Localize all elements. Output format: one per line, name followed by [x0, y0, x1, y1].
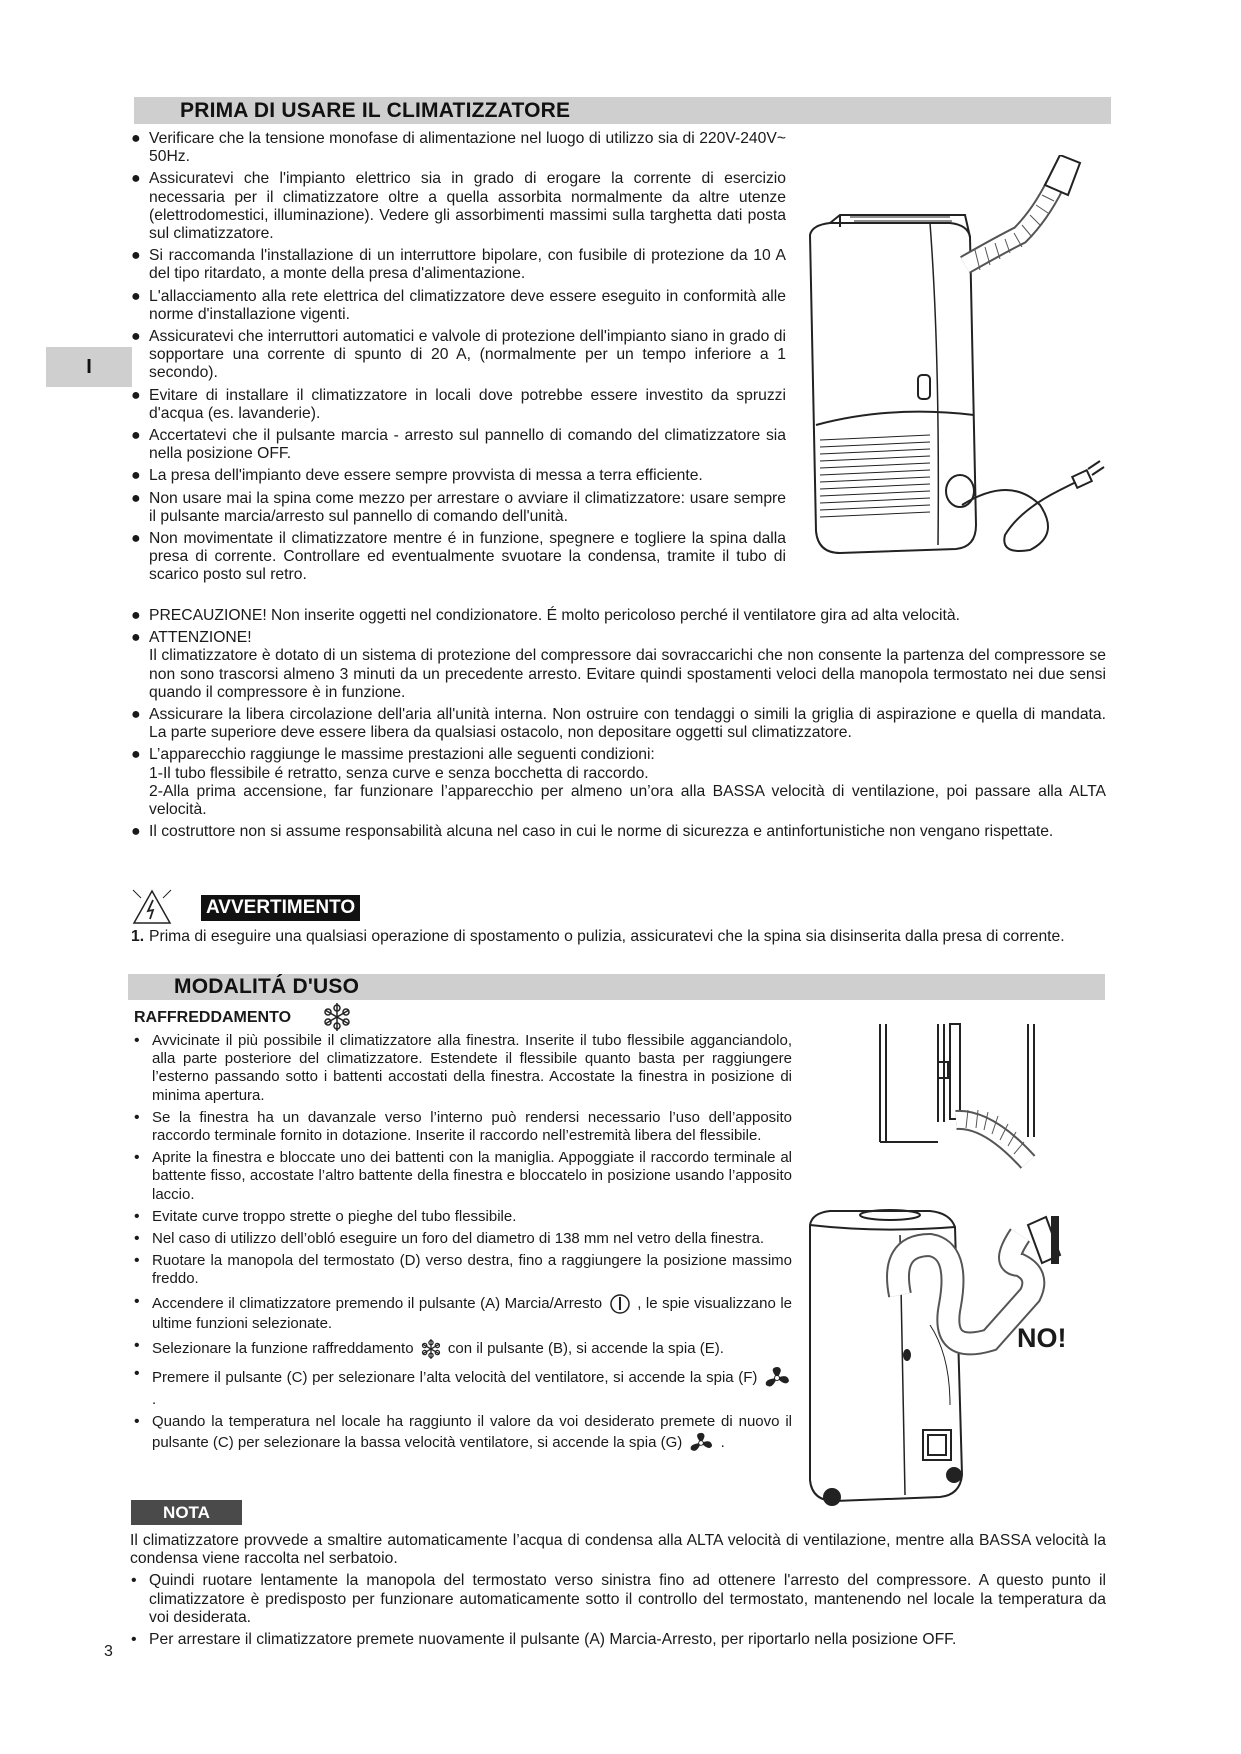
power-icon: [607, 1293, 633, 1315]
warning-label: AVVERTIMENTO: [201, 895, 360, 921]
air-conditioner-illustration: [790, 155, 1110, 575]
section-title-modalita: MODALITÁ D'USO: [128, 974, 1105, 1000]
list-item: • Nel caso di utilizzo dell’obló eseguire un foro del diametro di 138 mm nel vetro della finestra.: [134, 1230, 764, 1248]
list-item: • Aprite la finestra e bloccate uno dei battenti con la maniglia. Appoggiate il raccordo terminale al battente fisso, accostate l’altro battente della finestra e bloccatelo in posizione usando l’apposito laccio.: [134, 1149, 792, 1203]
list-item: ● Assicuratevi che interruttori automatici e valvole di protezione dell'impianto siano in grado di sopportare una corrente di spunto di 20 A, (normalmente per un tempo inferiore a 1 secondo).: [131, 328, 786, 382]
list-item: ● Accertatevi che il pulsante marcia - arresto sul pannello di comando del climatizzatore sia nella posizione OFF.: [131, 427, 786, 463]
safety-list-top: [131, 130, 786, 589]
list-item: • Evitate curve troppo strette o pieghe del tubo flessibile.: [134, 1207, 517, 1225]
list-item: • Quando la temperatura nel locale ha raggiunto il valore da voi desiderato premete di nuovo il pulsante (C) per selezionare la bassa velocità ventilatore, si accende la spia (G) .: [134, 1413, 792, 1455]
subheading-raffreddamento: RAFFREDDAMENTO: [134, 1009, 292, 1026]
list-item: ● Si raccomanda l'installazione di un interruttore bipolare, con fusibile di protezione da 10 A del tipo ritardato, a monte della presa d'alimentazione.: [131, 247, 786, 283]
no-label: NO!: [1017, 1323, 1067, 1353]
nota-text: Il climatizzatore provvede a smaltire automaticamente l’acqua di condensa alla ALTA velocità di ventilazione, mentre alla BASSA velocità la condensa viene raccolta nel serbatoio.: [130, 1532, 1106, 1568]
snowflake-icon: [418, 1337, 444, 1361]
warning-list: [131, 928, 1106, 950]
snowflake-icon: [320, 1000, 354, 1034]
list-item: ● Verificare che la tensione monofase di alimentazione nel luogo di utilizzo sia di 220V-240V~ 50Hz.: [131, 130, 786, 166]
list-item: • Premere il pulsante (C) per selezionare l’alta velocità del ventilatore, si accende la spia (F) .: [134, 1365, 792, 1409]
list-item: ● La presa dell'impianto deve essere sempre provvista di messa a terra efficiente.: [131, 467, 703, 485]
list-item: • Quindi ruotare lentamente la manopola del termostato verso sinistra fino ad ottenere l'arresto del compressore. A questo punto il climatizzatore è predisposto per funzionare automaticamente sotto il controllo del termostato, mantenendo nel locale la temperatura da voi desiderata.: [131, 1572, 1106, 1626]
list-item: • Accendere il climatizzatore premendo il pulsante (A) Marcia/Arresto , le spie visualizzano le ultime funzioni selezionate.: [134, 1292, 793, 1332]
section-title-prima: PRIMA DI USARE IL CLIMATIZZATORE: [134, 97, 1111, 124]
list-item: ● Assicurare la libera circolazione dell'aria all'unità interna. Non ostruire con tendaggi o simili la griglia di aspirazione e quella di mandata. La parte superiore deve essere libera da qualsiasi ostacolo, non depositare oggetti sul climatizzatore.: [131, 706, 1106, 742]
nota-label: NOTA: [131, 1500, 242, 1525]
list-item: • Avvicinate il più possibile il climatizzatore alla finestra. Inserite il tubo flessibile agganciandolo, alla parte posteriore del climatizzatore. Estendete il flessibile quanto basta per raggiungere l’esterno passando sotto i battenti accostati della finestra. Accostate la finestra in posizione di minima apertura.: [134, 1032, 792, 1104]
list-item: ● Evitare di installare il climatizzatore in locali dove potrebbe essere investito da spruzzi d'acqua (es. lavanderie).: [131, 386, 786, 422]
list-item: 1. Prima di eseguire una qualsiasi operazione di spostamento o pulizia, assicuratevi che la spina sia disinserita dalla presa di corrente.: [131, 928, 1065, 945]
unit-bent-hose-illustration: [790, 1205, 1080, 1515]
list-item: • Ruotare la manopola del termostato (D) verso destra, fino a raggiungere la posizione massimo freddo.: [134, 1252, 792, 1288]
safety-list-full: [131, 607, 1106, 845]
list-item: ● Non movimentate il climatizzatore mentre é in funzione, spegnere e togliere la spina dalla presa di corrente. Controllare ed eventualmente svuotare la condensa, tramite il tubo di scarico posto sul retro.: [131, 530, 786, 584]
language-tab: I: [46, 347, 132, 387]
list-item: ● Il costruttore non si assume responsabilità alcuna nel caso in cui le norme di sicurezza e antinfortunistiche non vengano rispettate.: [131, 823, 1054, 841]
cooling-steps: [134, 1032, 792, 1459]
fan-icon: [762, 1365, 792, 1391]
list-item: ● PRECAUZIONE! Non inserite oggetti nel condizionatore. É molto pericoloso perché il ventilatore gira ad alta velocità.: [131, 607, 960, 624]
list-item: ● Assicuratevi che l'impianto elettrico sia in grado di erogare la corrente di esercizio necessaria per il climatizzatore oltre a quella assorbita normalmente da altre utenze (elettrodomestici, illuminazione). Vedere gli assorbimenti massimi sulla targhetta dati posta sul climatizzatore.: [131, 170, 786, 243]
list-item: ● ATTENZIONE! Il climatizzatore è dotato di un sistema di protezione del compressore dai sovraccarichi che non consente la partenza del compressore se non sono trascorsi almeno 3 minuti da un precedente arresto. Evitare quindi spostamenti veloci della manopola termostato nei due sensi quando il compressore è in funzione.: [131, 629, 1106, 701]
list-item: ● Non usare mai la spina come mezzo per arrestare o avviare il climatizzatore: usare sempre il pulsante marcia/arresto sul pannello di comando dell'unità.: [131, 489, 786, 525]
list-item: • Se la finestra ha un davanzale verso l’interno può rendersi necessario l’uso dell’apposito raccordo terminale fornito in dotazione. Inserite il raccordo nell’estremità libera del flessibile.: [134, 1108, 792, 1145]
warning-triangle-icon: [131, 888, 173, 926]
window-illustration: [878, 1022, 1038, 1172]
page-number: 3: [104, 1643, 113, 1660]
list-item: ● L'allacciamento alla rete elettrica del climatizzatore deve essere eseguito in conformità alle norme d'installazione vigenti.: [131, 287, 786, 323]
list-item: • Per arrestare il climatizzatore premete nuovamente il pulsante (A) Marcia-Arresto, per riportarlo nella posizione OFF.: [131, 1631, 957, 1649]
fan-icon: [686, 1431, 716, 1455]
nota-section: [131, 1532, 1106, 1653]
list-item: ● L’apparecchio raggiunge le massime prestazioni alle seguenti condizioni: 1-Il tubo flessibile é retratto, senza curve e senza bocchetta di raccordo. 2-Alla prima accensione, far funzionare l’apparecchio per almeno un’ora alla BASSA velocità di ventilazione, poi passare alla ALTA velocità.: [131, 746, 1106, 819]
list-item: • Selezionare la funzione raffreddamento con il pulsante (B), si accende la spia (E).: [134, 1337, 792, 1361]
